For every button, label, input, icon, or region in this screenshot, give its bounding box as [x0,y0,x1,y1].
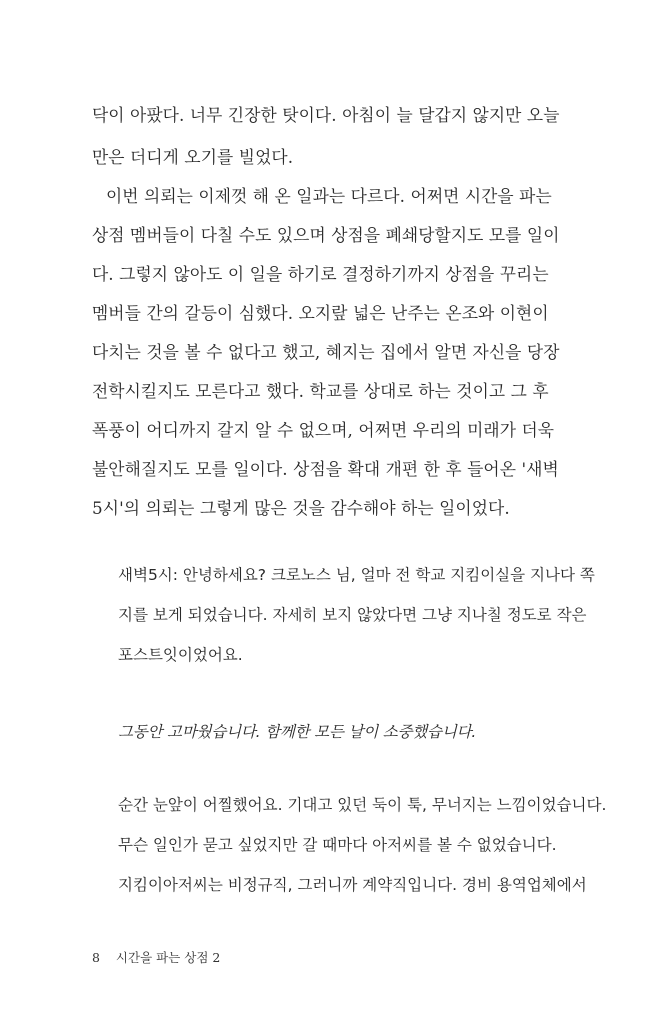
body-line: 닥이 아팠다. 너무 긴장한 탓이다. 아침이 늘 달갑지 않지만 오늘 [92,105,560,125]
handwritten-note: 그동안 고마웠습니다. 함께한 모든 날이 소중했습니다. [118,723,477,741]
body-line: 5시'의 의뢰는 그렇게 많은 것을 감수해야 하는 일이었다. [92,498,510,518]
body-line: 이번 의뢰는 이제껏 해 온 일과는 다르다. 어쩌면 시간을 파는 [106,186,552,206]
message-line: 지를 보게 되었습니다. 자세히 보지 않았다면 그냥 지나칠 정도로 작은 [118,606,587,624]
message-line: 포스트잇이었어요. [118,646,243,664]
body-line: 멤버들 간의 갈등이 심했다. 오지랖 넓은 난주는 온조와 이현이 [92,303,549,323]
page-number: 8 [92,950,100,965]
body-line: 다치는 것을 볼 수 없다고 했고, 혜지는 집에서 알면 자신을 당장 [92,342,560,362]
narration-line: 지킴이아저씨는 비정규직, 그러니까 계약직입니다. 경비 용역업체에서 [118,876,587,894]
body-line: 상점 멤버들이 다칠 수도 있으며 상점을 폐쇄당할지도 모를 일이 [92,225,560,245]
body-line: 다. 그렇지 않아도 이 일을 하기로 결정하기까지 상점을 꾸리는 [92,264,549,284]
book-title: 시간을 파는 상점 2 [115,950,221,965]
narration-line: 순간 눈앞이 어찔했어요. 기대고 있던 둑이 툭, 무너지는 느낌이었습니다. [118,796,607,814]
body-line: 전학시킬지도 모른다고 했다. 학교를 상대로 하는 것이고 그 후 [92,381,549,401]
body-line: 폭풍이 어디까지 갈지 알 수 없으며, 어쩌면 우리의 미래가 더욱 [92,420,555,440]
body-line: 불안해질지도 모를 일이다. 상점을 확대 개편 한 후 들어온 '새벽 [92,459,559,479]
body-line: 만은 더디게 오기를 빌었다. [92,147,294,167]
page-footer [92,948,220,966]
narration-line: 무슨 일인가 묻고 싶었지만 갈 때마다 아저씨를 볼 수 없었습니다. [118,836,557,854]
message-line: 새벽5시: 안녕하세요? 크로노스 님, 얼마 전 학교 지킴이실을 지나다 쪽 [118,566,595,584]
